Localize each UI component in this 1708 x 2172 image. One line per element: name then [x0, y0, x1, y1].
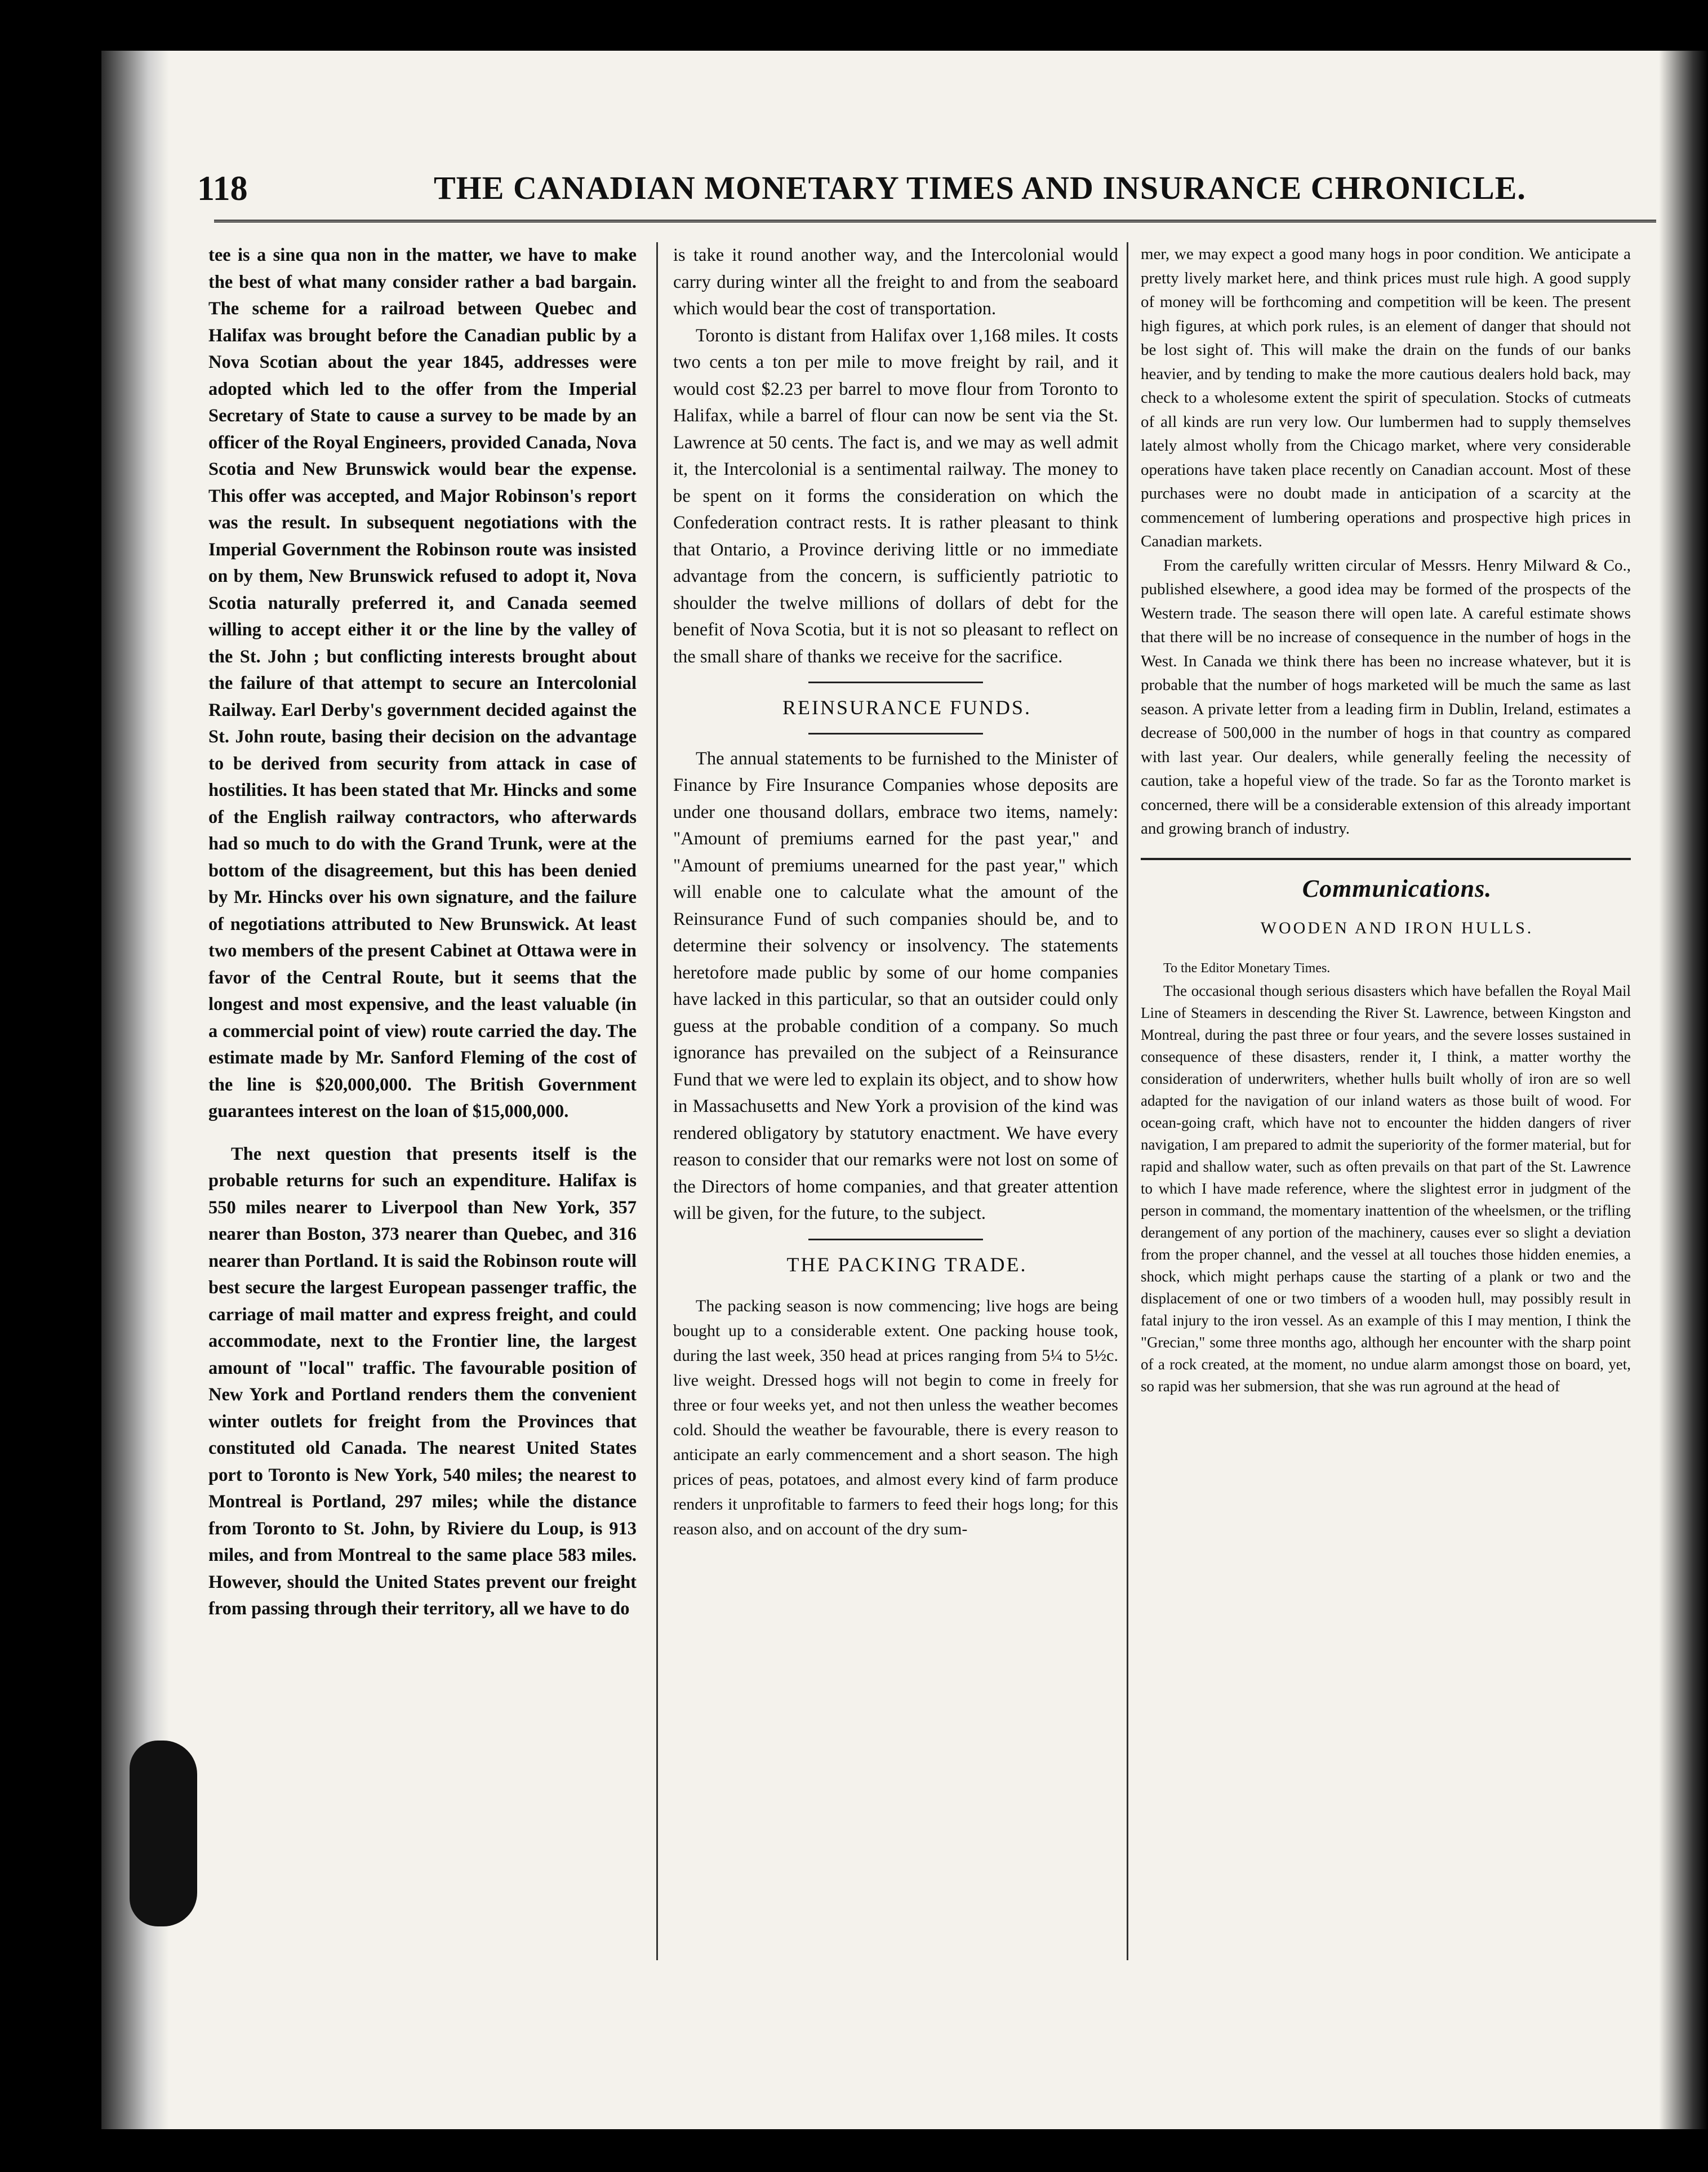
- paragraph: Toronto is distant from Halifax over 1,168 miles. It costs two cents a ton per mile to move freight by rail, and it would cost $2.23 per barrel to move flour from Toronto to Halifax, while a barrel of flour can now be sent via the St. Lawrence at 50 cents. The fact is, and we may as well admit it, the Intercolonial is a sentimental railway. The money to be spent on it forms the consideration on which the Confederation contract rests. It is rather pleasant to think that Ontario, a Province deriving little or no immediate advantage from the concern, is sufficiently patriotic to shoulder the twelve millions of dollars of debt for the benefit of Nova Scotia, but it is not so pleasant to reflect on the small share of thanks we receive for the sacrifice.: [673, 325, 1118, 667]
- paragraph: The annual statements to be furnished to the Minister of Finance by Fire Insurance Companies whose deposits are under one thousand dollars, embrace two items, namely: "Amount of premiums earned for the past year," and "Amount of premiums unearned for the past year," which will enable one to calculate what the amount of the Reinsurance Fund of such companies should be, and to determine their solvency or insolvency. The statements heretofore made public by some of our home companies have lacked in this particular, so that an outsider could only guess at the probable condition of a company. So much ignorance has prevailed on the subject of a Reinsurance Fund that we were led to explain its object, and to show how in Massachusetts and New York a provision of the kind was rendered obligatory by statutory enactment. We have every reason to consider that our remarks were not lost on some of the Directors of home companies, and that greater attention will be given, for the future, to the subject.: [673, 748, 1118, 1223]
- page-number: 118: [197, 170, 248, 208]
- heading-rule: [808, 733, 983, 735]
- header-rule: [214, 220, 1656, 222]
- article-heading: WOODEN AND IRON HULLS.: [1260, 919, 1534, 937]
- column-rule: [1127, 242, 1128, 1960]
- section-heading: REINSURANCE FUNDS.: [782, 696, 1032, 719]
- section-divider: [808, 682, 983, 683]
- column-3: [1141, 242, 1631, 1397]
- section-divider: [808, 1239, 983, 1240]
- paragraph: mer, we may expect a good many hogs in poor condition. We anticipate a pretty lively market here, and think prices must rule high. A good supply of money will be forthcoming and competition will be keen. The present high figures, at which pork rules, is an element of danger that should not be lost sight of. This will make the drain on the funds of our banks heavier, and by tending to make the more cautious dealers hold back, may check to a wholesome extent the spirit of speculation. Stocks of cutmeats of all kinds are run very low. Our lumbermen had to supply themselves lately almost wholly from the Chicago market, where very considerable operations have taken place recently on Canadian account. Most of these purchases were no doubt made in anticipation of a scarcity at the commencement of lumbering operations and prospective high prices in Canadian markets.: [1141, 245, 1631, 550]
- page-edge-shadow: [1659, 51, 1708, 2129]
- section-divider: [1141, 858, 1631, 860]
- paragraph: tee is a sine qua non in the matter, we have to make the best of what many consider rather a bad bargain. The scheme for a railroad between Quebec and Halifax was brought before the Canadian public by a Nova Scotian about the year 1845, addresses were adopted which led to the offer from the Imperial Secretary of State to cause a survey to be made by an officer of the Royal Engineers, provided Canada, Nova Scotia and New Brunswick would bear the expense. This offer was accepted, and Major Robinson's report was the result. In subsequent negotiations with the Imperial Government the Robinson route was insisted on by them, New Brunswick refused to adopt it, Nova Scotia naturally preferred it, and Canada seemed willing to accept either it or the line by the valley of the St. John ; but conflicting interests brought about the failure of that attempt to secure an Intercolonial Railway. Earl Derby's government decided against the St. John route, basing their decision on the advantage to be derived from security from attack in case of hostilities. It has been stated that Mr. Hincks and some of the English railway contractors, who afterwards had so much to do with the Grand Trunk, were at the bottom of the disagreement, but this has been denied by Mr. Hincks over his own signature, and the failure of negotiations attributed to New Brunswick. At least two members of the present Cabinet at Ottawa were in favor of the Central Route, but it seems that the longest and most expensive, and the least valuable (in a commercial point of view) route carried the day. The estimate made by Mr. Sanford Fleming of the cost of the line is $20,000,000. The British Government guarantees interest on the loan of $15,000,000.: [208, 245, 637, 1121]
- paragraph: From the carefully written circular of Messrs. Henry Milward & Co., published elsewhere, a good idea may be formed of the prospects of the Western trade. The season there will open late. A careful estimate shows that there will be no increase of consequence in the number of hogs in the West. In Canada we think there has been no increase whatever, but it is probable that the number of hogs marketed will be much the same as last season. A private letter from a leading firm in Dublin, Ireland, estimates a decrease of 500,000 in the number of hogs in that country as compared with last year. Our dealers, while generally feeling the necessity of caution, take a hopeful view of the trade. So far as the Toronto market is concerned, there will be a considerable extension of this already important and growing branch of industry.: [1141, 556, 1631, 838]
- section-heading: Communications.: [1302, 874, 1492, 902]
- column-2: [673, 242, 1118, 1542]
- section-heading: THE PACKING TRADE.: [786, 1253, 1028, 1276]
- paragraph: The packing season is now commencing; live hogs are being bought up to a considerable extent. One packing house took, during the last week, 350 head at prices ranging from 5¼ to 5½c. live weight. Dressed hogs will not begin to come in freely for three or four weeks yet, and not then unless the weather becomes cold. Should the weather be favourable, there is every reason to anticipate an early commencement and a short season. The high prices of peas, potatoes, and almost every kind of farm produce renders it unprofitable to farmers to feed their hogs long; for this reason also, and on account of the dry sum-: [673, 1297, 1118, 1538]
- page-header: [197, 169, 1662, 220]
- paragraph: The occasional though serious disasters which have befallen the Royal Mail Line of Steamers in descending the River St. Lawrence, between Kingston and Montreal, during the past three or four years, and the severe losses sustained in consequence of these disasters, render it, I think, a matter worthy the consideration of underwriters, whether hulls built wholly of iron are so well adapted for the navigation of our inland waters as those built of wood. For ocean-going craft, which have not to encounter the hidden dangers of river navigation, I am prepared to admit the superiority of the former material, but for rapid and shallow water, such as often prevails on that part of the St. Lawrence to which I have made reference, where the slightest error in judgment of the person in command, the momentary inattention of the wheelsmen, or the trifling derangement of any portion of the machinery, causes ever so slight a deviation from the proper channel, and the vessel at all touches those hidden enemies, a shock, which might perhaps cause the starting of a plank or two and the displacement of one or two timbers of a wooden hull, may possibly result in fatal injury to the iron vessel. As an example of this I may mention, I think the "Grecian," some three months ago, although her encounter with the sharp point of a rock created, at the moment, no undue alarm amongst those on board, yet, so rapid was her submersion, that she was run aground at the head of: [1141, 982, 1631, 1395]
- column-1: [208, 242, 637, 1623]
- salutation: To the Editor Monetary Times.: [1163, 960, 1331, 976]
- column-rule: [656, 242, 658, 1960]
- paragraph: The next question that presents itself is the probable returns for such an expenditure. Halifax is 550 miles nearer to Liverpool than New York, 357 nearer than Boston, 373 nearer than Quebec, and 316 nearer than Portland. It is said the Robinson route will best secure the largest European passenger traffic, the carriage of mail matter and express freight, and could accommodate, next to the Frontier line, the largest amount of "local" traffic. The favourable position of New York and Portland renders them the convenient winter outlets for freight from the Provinces that constituted old Canada. The nearest United States port to Toronto is New York, 540 miles; the nearest to Montreal is Portland, 297 miles; while the distance from Toronto to St. John, by Riviere du Loup, is 913 miles, and from Montreal to the same place 583 miles. However, should the United States prevent our freight from passing through their territory, all we have to do: [208, 1143, 637, 1619]
- paragraph: is take it round another way, and the Intercolonial would carry during winter all the freight to and from the seaboard which would bear the cost of transportation.: [673, 245, 1118, 319]
- journal-title: THE CANADIAN MONETARY TIMES AND INSURANCE CHRONICLE.: [434, 170, 1526, 206]
- ink-blot: [130, 1741, 197, 1926]
